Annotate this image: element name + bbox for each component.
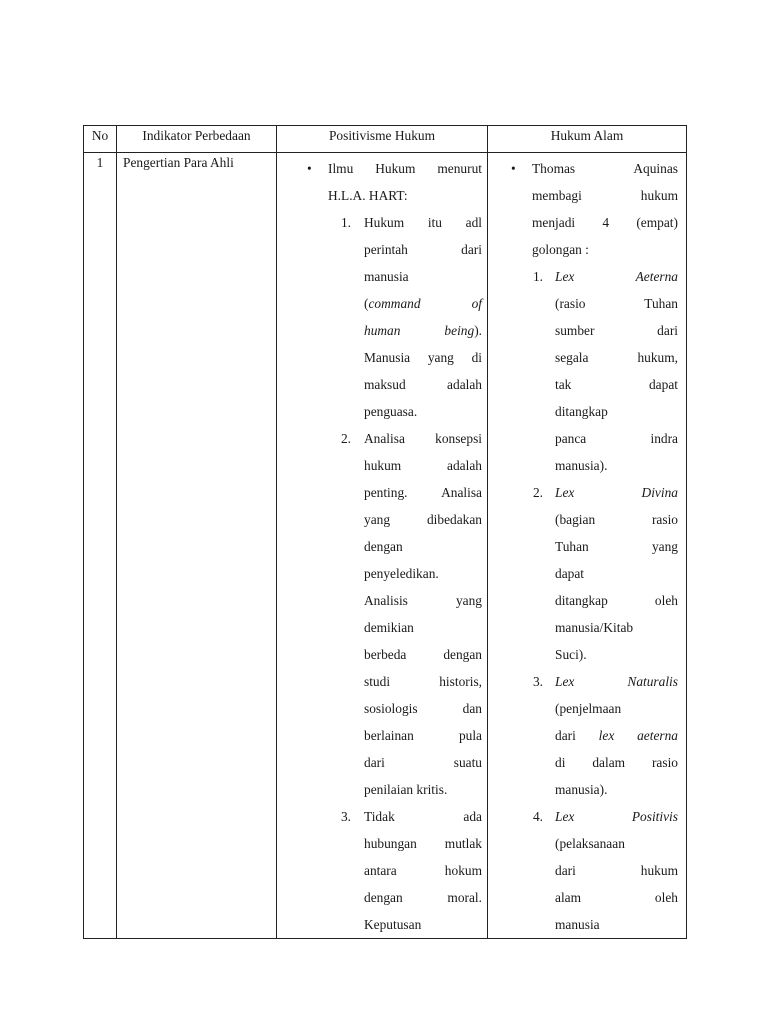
text-line: dengan: [364, 539, 403, 554]
list-item: [511, 263, 678, 479]
text-line: sosiologis dan: [364, 701, 482, 716]
text-line: menjadi 4 (empat): [532, 215, 678, 230]
positivisme-cell: [277, 153, 488, 939]
list-number: 2.: [340, 431, 351, 446]
text-line: hubungan mutlak: [364, 836, 482, 851]
item-title: Lex Naturalis: [555, 674, 678, 689]
text-line: panca indra: [555, 431, 678, 446]
row-number: 1: [84, 153, 117, 939]
list-number: 3.: [532, 674, 543, 689]
text-line: H.L.A. HART:: [328, 188, 408, 203]
text-line: Ilmu Hukum menurut: [328, 161, 482, 176]
list-item: [511, 668, 678, 803]
text-line: dari lex aeterna: [555, 728, 678, 743]
text-line: manusia).: [555, 782, 608, 797]
text-line: manusia: [555, 917, 600, 932]
text-line: ditangkap oleh: [555, 593, 678, 608]
intro-lines: [532, 155, 678, 263]
positivisme-numbered-list: [307, 209, 482, 938]
text-line: perintah dari: [364, 242, 482, 257]
text-line: demikian: [364, 620, 414, 635]
text-line: (rasio Tuhan: [555, 296, 678, 311]
text-line: antara hokum: [364, 863, 482, 878]
text-line: Keputusan: [364, 917, 422, 932]
text-line: segala hukum,: [555, 350, 678, 365]
text-line: penting. Analisa: [364, 485, 482, 500]
text-line: golongan :: [532, 242, 589, 257]
header-no: No: [84, 126, 117, 153]
alam-numbered-list: [511, 263, 678, 938]
text-line: studi historis,: [364, 674, 482, 689]
text-line: Analisa konsepsi: [364, 431, 482, 446]
list-item: [307, 209, 482, 425]
table-row: [84, 153, 687, 939]
list-number: 1.: [340, 215, 351, 230]
text-line: membagi hukum: [532, 188, 678, 203]
list-number: 4.: [532, 809, 543, 824]
text-line: berbeda dengan: [364, 647, 482, 662]
text-line: Hukum itu adl: [364, 215, 482, 230]
header-positivisme: Positivisme Hukum: [277, 126, 488, 153]
header-hukum-alam: Hukum Alam: [488, 126, 687, 153]
text-line: maksud adalah: [364, 377, 482, 392]
text-line: dari hukum: [555, 863, 678, 878]
text-line: Analisis yang: [364, 593, 482, 608]
hukum-alam-cell: [488, 153, 687, 939]
text-line: Tidak ada: [364, 809, 482, 824]
text-line: penyeledikan.: [364, 566, 439, 581]
bullet-icon: •: [511, 161, 516, 176]
text-line: (pelaksanaan: [555, 836, 625, 851]
text-line: Suci).: [555, 647, 587, 662]
header-indikator: Indikator Perbedaan: [117, 126, 277, 153]
text-line: human being).: [364, 323, 482, 338]
item-title: Lex Aeterna: [555, 269, 678, 284]
item-lines: [364, 803, 482, 938]
text-line: tak dapat: [555, 377, 678, 392]
comparison-table: [83, 125, 687, 939]
list-item: [511, 803, 678, 938]
text-line: berlainan pula: [364, 728, 482, 743]
header-row: [84, 126, 687, 153]
list-item: [307, 425, 482, 803]
list-number: 2.: [532, 485, 543, 500]
item-title: Lex Positivis: [555, 809, 678, 824]
text-line: Thomas Aquinas: [532, 161, 678, 176]
text-line: Tuhan yang: [555, 539, 678, 554]
text-line: manusia).: [555, 458, 608, 473]
text-line: di dalam rasio: [555, 755, 678, 770]
positivisme-bullet-block: [307, 155, 482, 209]
text-line: manusia/Kitab: [555, 620, 634, 635]
item-title: Lex Divina: [555, 485, 678, 500]
list-item: [511, 479, 678, 668]
text-line: dapat: [555, 566, 584, 581]
text-line: ditangkap: [555, 404, 608, 419]
indikator-cell: Pengertian Para Ahli: [117, 153, 277, 939]
bullet-icon: •: [307, 161, 312, 176]
text-line: sumber dari: [555, 323, 678, 338]
text-line: penguasa.: [364, 404, 418, 419]
list-number: 3.: [340, 809, 351, 824]
text-line: alam oleh: [555, 890, 678, 905]
text-line: dari suatu: [364, 755, 482, 770]
list-item: [307, 803, 482, 938]
text-line: dengan moral.: [364, 890, 482, 905]
item-lines: [364, 425, 482, 803]
text-line: (bagian rasio: [555, 512, 678, 527]
text-line: yang dibedakan: [364, 512, 482, 527]
text-line: Manusia yang di: [364, 350, 482, 365]
text-line: hukum adalah: [364, 458, 482, 473]
text-line: manusia: [364, 269, 409, 284]
text-line: penilaian kritis.: [364, 782, 448, 797]
text-line: (penjelmaan: [555, 701, 622, 716]
text-line: (command of: [364, 296, 482, 311]
alam-bullet-block: [511, 155, 678, 263]
list-number: 1.: [532, 269, 543, 284]
